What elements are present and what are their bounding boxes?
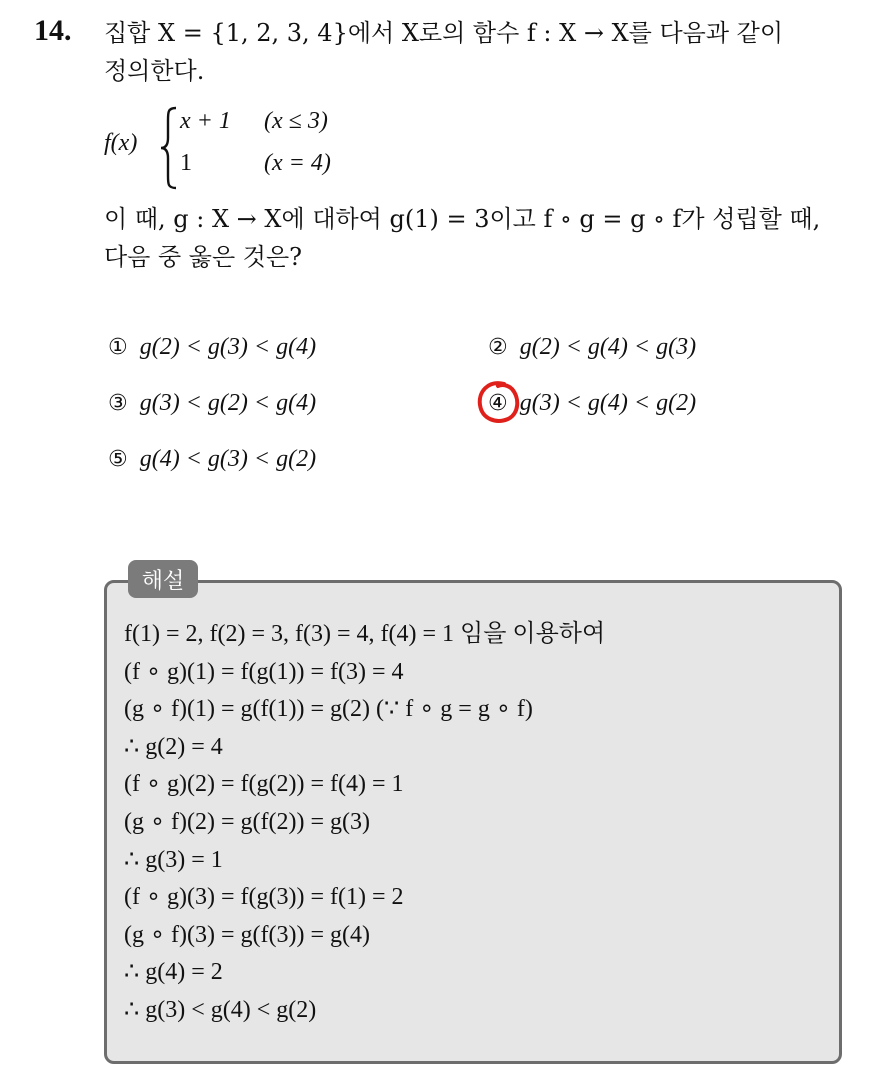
question-line-3: 이 때, g : X → X에 대하여 g(1) = 3이고 f ∘ g = g ∘ f가 성립할 때,	[104, 205, 821, 233]
solution-line: f(1) = 2, f(2) = 3, f(3) = 4, f(4) = 1 임을 이용하여	[124, 621, 606, 647]
choice-5[interactable]	[108, 446, 316, 473]
piecewise-function	[104, 104, 404, 194]
left-brace-icon	[160, 106, 178, 190]
answer-circle-mark	[474, 378, 524, 428]
solution-lines	[124, 616, 605, 1030]
choice-3-text: g(3) < g(2) < g(4)	[139, 390, 317, 416]
choice-3[interactable]	[108, 390, 316, 417]
solution-line: ∴ g(2) = 4	[124, 733, 223, 760]
solution-line: (g ∘ f)(3) = g(f(3)) = g(4)	[124, 921, 370, 948]
solution-line: (f ∘ g)(2) = f(g(2)) = f(4) = 1	[124, 771, 404, 798]
solution-line: ∴ g(3) = 1	[124, 846, 223, 873]
choice-2-number: ②	[488, 335, 508, 360]
case-2-expression: 1	[180, 150, 192, 176]
question-number: 14.	[34, 14, 72, 47]
solution-line: (f ∘ g)(1) = f(g(1)) = f(3) = 4	[124, 658, 404, 685]
choice-3-number: ③	[108, 391, 128, 416]
case-1-expression: x + 1	[180, 108, 231, 134]
question-line-2: 정의한다.	[104, 57, 205, 85]
question-line-4: 다음 중 옳은 것은?	[104, 243, 303, 271]
choice-2[interactable]	[488, 334, 696, 361]
solution-line: ∴ g(3) < g(4) < g(2)	[124, 996, 317, 1023]
case-1-condition: (x ≤ 3)	[264, 108, 328, 134]
choice-1-text: g(2) < g(3) < g(4)	[139, 334, 317, 360]
solution-line: ∴ g(4) = 2	[124, 959, 223, 986]
solution-tag: 해설	[128, 560, 198, 598]
choice-1-number: ①	[108, 335, 128, 360]
choice-2-text: g(2) < g(4) < g(3)	[519, 334, 697, 360]
question-condition	[104, 200, 864, 276]
choice-1[interactable]	[108, 334, 316, 361]
choice-5-text: g(4) < g(3) < g(2)	[139, 446, 317, 472]
case-2-condition: (x = 4)	[264, 150, 331, 176]
solution-line: (g ∘ f)(2) = g(f(2)) = g(3)	[124, 808, 370, 835]
solution-line: (g ∘ f)(1) = g(f(1)) = g(2) (∵ f ∘ g = g ∘ f)	[124, 696, 533, 723]
choice-4-text: g(3) < g(4) < g(2)	[519, 390, 697, 416]
function-lhs: f(x)	[104, 130, 138, 156]
solution-line: (f ∘ g)(3) = f(g(3)) = f(1) = 2	[124, 884, 404, 911]
question-stem	[104, 14, 864, 90]
choice-5-number: ⑤	[108, 447, 128, 472]
choice-4-number: ④	[488, 391, 508, 416]
question-line-1: 집합 X = {1, 2, 3, 4}에서 X로의 함수 f : X → X를 다음과 같이	[104, 19, 784, 47]
